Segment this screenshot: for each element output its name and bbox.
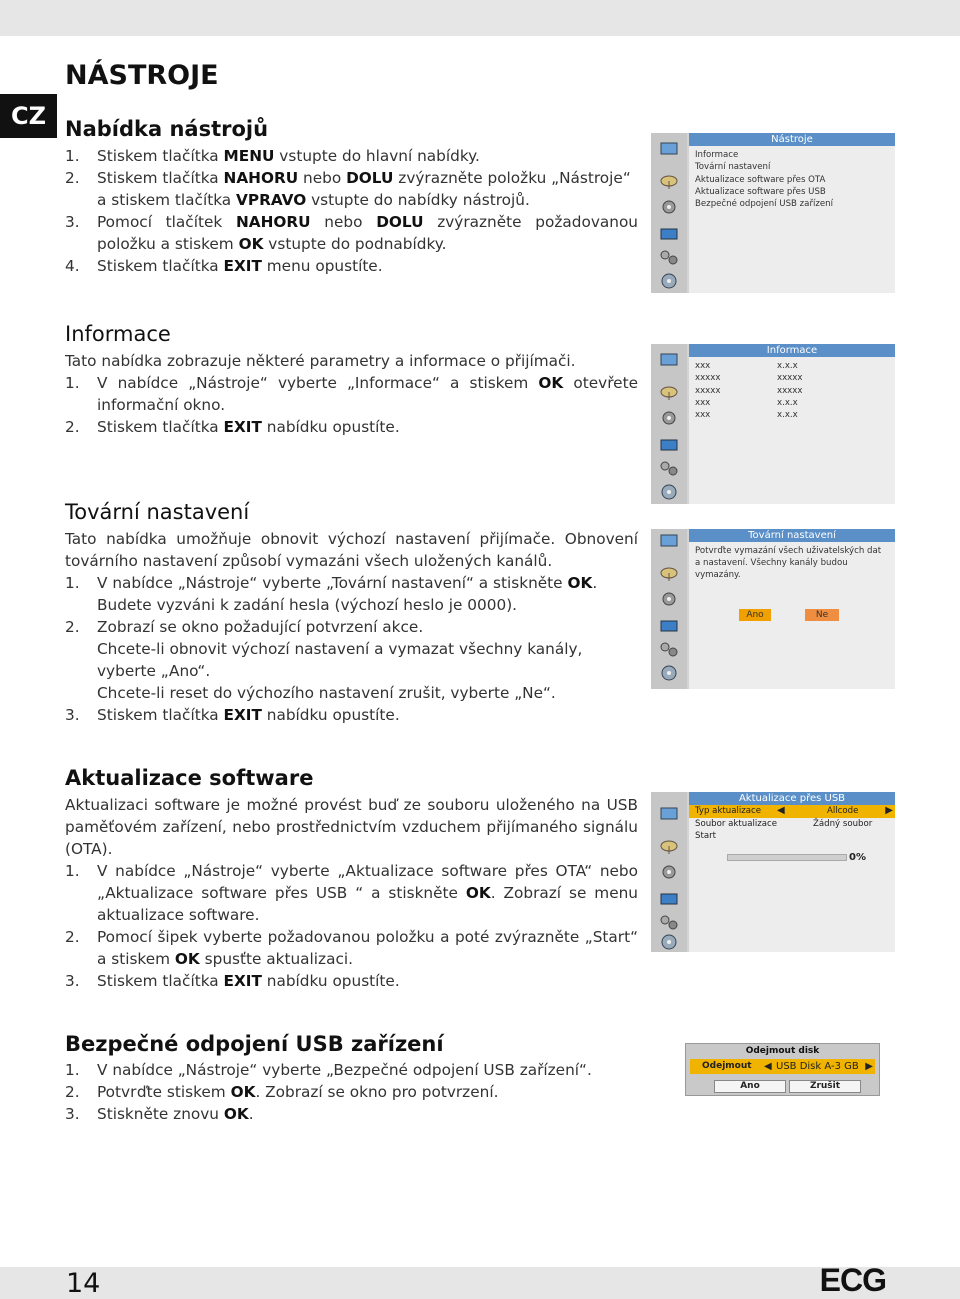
osd-icon-column: [651, 792, 687, 952]
osd-header: Informace: [689, 344, 895, 357]
list-item: 1. V nabídce „Nástroje“ vyberte „Informace“ a stiskem OK otevřete informační okno.: [65, 374, 638, 414]
osd-header: Nástroje: [689, 133, 895, 146]
osd-header: Tovární nastavení: [689, 529, 895, 542]
list-item: 2. Stiskem tlačítka NAHORU nebo DOLU zvýrazněte položku „Nástroje“ a stiskem tlačítka VPRAVO vstupte do nabídky nástrojů.: [65, 169, 631, 209]
section-title-tools-menu: Nabídka nástrojů: [65, 117, 269, 141]
satellite-dish-icon: [659, 838, 679, 854]
section-body-tools-menu: [65, 145, 638, 277]
arrow-right-icon[interactable]: ▶: [865, 1061, 873, 1072]
list-item: 3. Stiskněte znovu OK.: [65, 1105, 254, 1123]
no-button[interactable]: Ne: [805, 609, 839, 621]
satellite-dish-icon: [659, 565, 679, 581]
list-item: 1. Stiskem tlačítka MENU vstupte do hlavní nabídky.: [65, 147, 480, 165]
list-item-note: Budete vyzváni k zadání hesla (výchozí heslo je 0000).: [97, 596, 518, 614]
osd-screen: [689, 529, 895, 689]
tools-icon: [659, 460, 679, 476]
folder-icon: [659, 225, 679, 241]
table-row: xxxxx xxxxx: [695, 373, 803, 384]
list-item: 4. Stiskem tlačítka EXIT menu opustíte.: [65, 257, 383, 275]
list-item: 1. V nabídce „Nástroje“ vyberte „Tovární nastavení“ a stiskněte OK.: [65, 574, 598, 592]
table-row: xxx x.x.x: [695, 361, 798, 371]
section-body-info: [65, 350, 638, 438]
paragraph: Aktualizaci software je možné provést buď ze souboru uloženého na USB paměťovém zařízení, nebo prostřednictvím vzduchem přijímaného signálu (OTA).: [65, 796, 638, 858]
list-item: 2. Stiskem tlačítka EXIT nabídku opustíte.: [65, 418, 400, 436]
update-file-row[interactable]: Soubor aktualizace Žádný soubor: [695, 818, 873, 829]
section-body-factory-reset: [65, 528, 638, 726]
osd-menu-list: [689, 146, 895, 210]
osd-icon-column: [651, 529, 687, 689]
yes-button[interactable]: Ano: [739, 609, 771, 621]
osd-icon-column: [651, 133, 687, 293]
table-row: xxx x.x.x: [695, 397, 798, 408]
arrow-left-icon[interactable]: ◀: [777, 805, 785, 816]
progress-bar: [727, 854, 847, 861]
gear-icon: [659, 199, 679, 215]
list-item-note: Chcete-li obnovit výchozí nastavení a vymazat všechny kanály, vyberte „Ano“.: [97, 640, 583, 680]
list-item: 2. Pomocí šipek vyberte požadovanou položku a poté zvýrazněte „Start“ a stiskem OK spusťte aktualizaci.: [65, 928, 638, 968]
tools-icon: [659, 249, 679, 265]
menu-item-info[interactable]: Informace: [695, 150, 739, 160]
section-body-safe-remove: [65, 1059, 638, 1125]
gear-icon: [659, 410, 679, 426]
arrow-left-icon[interactable]: ◀: [764, 1061, 772, 1072]
tv-icon: [659, 352, 679, 368]
paragraph: Tato nabídka zobrazuje některé parametry a informace o přijímači.: [65, 352, 576, 370]
menu-item-ota-update[interactable]: Aktualizace software přes OTA: [695, 174, 826, 185]
section-body-software-update: [65, 794, 638, 992]
tv-icon: [659, 806, 679, 822]
menu-item-factory-reset[interactable]: Tovární nastavení: [695, 162, 771, 173]
list-item: 3. Stiskem tlačítka EXIT nabídku opustíte.: [65, 706, 400, 724]
start-row[interactable]: Start: [695, 831, 716, 842]
osd-factory-reset: [651, 529, 895, 689]
progress-text: 0%: [849, 852, 866, 863]
eject-disk-dialog: [685, 1043, 880, 1096]
tools-icon: [659, 641, 679, 657]
arrow-right-icon[interactable]: ▶: [885, 805, 893, 816]
osd-screen: [689, 792, 895, 952]
list-item: 1. V nabídce „Nástroje“ vyberte „Aktualizace software přes OTA“ nebo „Aktualizace software přes USB “ a stiskněte OK. Zobrazí se menu aktualizace software.: [65, 862, 638, 924]
yes-button[interactable]: Ano: [714, 1080, 786, 1093]
list-item: 1. V nabídce „Nástroje“ vyberte „Bezpečné odpojení USB zařízení“.: [65, 1061, 592, 1079]
disc-icon: [659, 665, 679, 681]
osd-message: Potvrďte vymazání všech uživatelských dat a nastavení. Všechny kanály budou vymazány.: [695, 546, 882, 580]
eject-disk-row[interactable]: Odejmout ◀ USB Disk A-3 GB ▶: [690, 1059, 875, 1074]
menu-item-usb-update[interactable]: Aktualizace software přes USB: [695, 186, 826, 197]
disc-icon: [659, 934, 679, 950]
folder-icon: [659, 436, 679, 452]
gear-icon: [659, 591, 679, 607]
table-row: xxxxx xxxxx: [695, 385, 803, 396]
osd-tools-menu: [651, 133, 895, 293]
osd-icon-column: [651, 344, 687, 504]
update-type-row[interactable]: Typ aktualizace ◀ Allcode ▶: [689, 805, 895, 818]
osd-info-table: [689, 357, 895, 421]
page-number: 14: [66, 1268, 101, 1299]
osd-info: [651, 344, 895, 504]
page-title: NÁSTROJE: [65, 60, 219, 91]
tv-icon: [659, 141, 679, 157]
section-title-factory-reset: Tovární nastavení: [65, 500, 250, 524]
section-title-software-update: Aktualizace software: [65, 766, 314, 790]
paragraph: Tato nabídka umožňuje obnovit výchozí nastavení přijímače. Obnovení továrního nastavení způsobí vymazáni všech uložených kanálů.: [65, 530, 638, 570]
section-title-safe-remove: Bezpečné odpojení USB zařízení: [65, 1032, 444, 1056]
menu-item-safe-remove[interactable]: Bezpečné odpojení USB zařízení: [695, 199, 833, 210]
disc-icon: [659, 273, 679, 289]
dialog-title: Odejmout disk: [745, 1046, 820, 1056]
list-item: 2. Zobrazí se okno požadující potvrzení akce.: [65, 618, 424, 636]
cancel-button[interactable]: Zrušit: [789, 1080, 861, 1093]
folder-icon: [659, 617, 679, 633]
header-bar: [0, 0, 960, 36]
list-item-note: Chcete-li reset do výchozího nastavení zrušit, vyberte „Ne“.: [97, 684, 556, 702]
satellite-dish-icon: [659, 173, 679, 189]
brand-logo: ECG: [819, 1262, 886, 1298]
osd-screen: [689, 344, 895, 504]
folder-icon: [659, 890, 679, 906]
section-title-info: Informace: [65, 322, 171, 346]
footer-bar: [0, 1267, 960, 1299]
language-tab: CZ: [0, 94, 57, 138]
list-item: 2. Potvrďte stiskem OK. Zobrazí se okno pro potvrzení.: [65, 1083, 499, 1101]
osd-header: Aktualizace přes USB: [689, 792, 895, 805]
satellite-dish-icon: [659, 384, 679, 400]
disc-icon: [659, 484, 679, 500]
list-item: 3. Pomocí tlačítek NAHORU nebo DOLU zvýrazněte požadovanou položku a stiskem OK vstupte do podnabídky.: [65, 213, 638, 253]
tv-icon: [659, 533, 679, 549]
tools-icon: [659, 914, 679, 930]
osd-usb-update: [651, 792, 895, 952]
table-row: xxx x.x.x: [695, 410, 798, 421]
gear-icon: [659, 864, 679, 880]
list-item: 3. Stiskem tlačítka EXIT nabídku opustíte.: [65, 972, 400, 990]
osd-screen: [689, 133, 895, 293]
